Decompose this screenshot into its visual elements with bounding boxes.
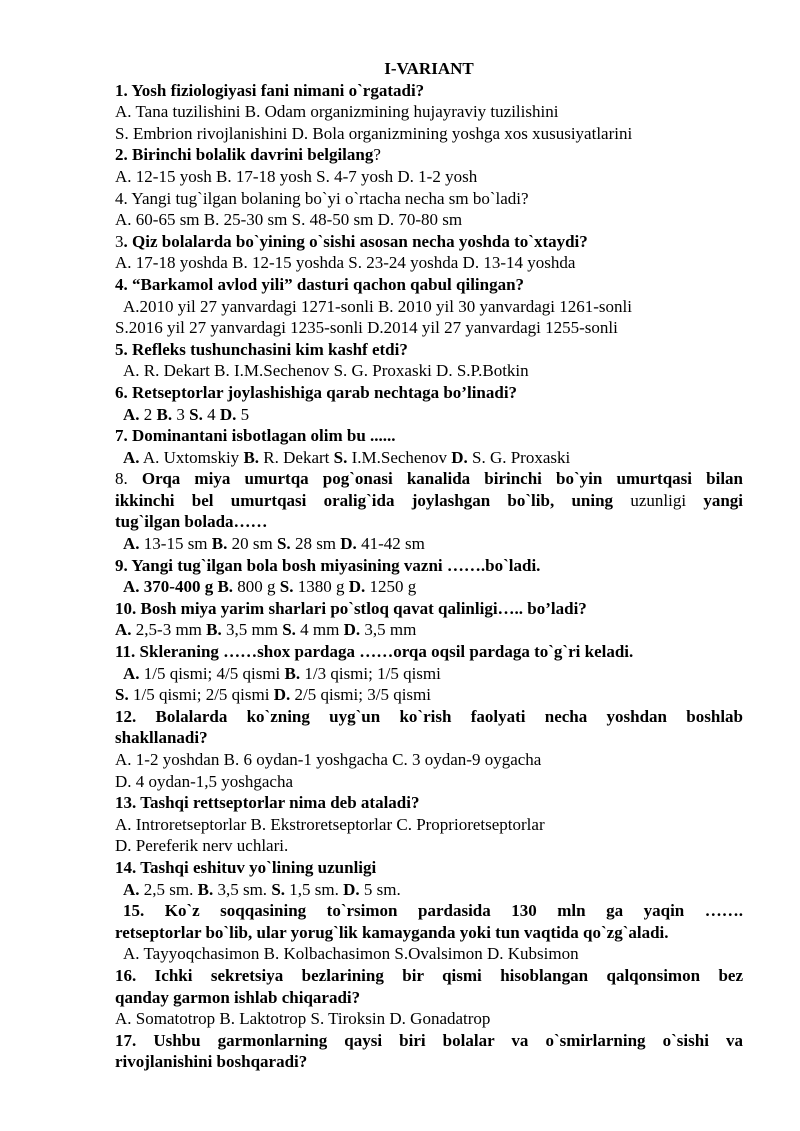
question-15-line-2: [115, 922, 743, 944]
answer-text: A. R. Dekart B. I.M.Sechenov S. G. Proxaski D. S.P.Botkin: [123, 361, 529, 381]
question-5: [115, 339, 743, 361]
answer-line: [115, 879, 743, 901]
option-text: 2,5-3 mm: [131, 620, 207, 640]
answer-line: [115, 684, 743, 706]
answer-line: [115, 101, 743, 123]
option-letter: A.: [123, 663, 140, 683]
option-text: 5: [236, 404, 250, 424]
answer-line: [115, 317, 743, 339]
option-text: 4: [202, 404, 220, 424]
question-text: yangi: [686, 490, 743, 510]
option-letter: D.: [273, 685, 291, 705]
question-text: . Qiz bolalarda bo`yining o`sishi asosan necha yoshda to`xtaydi?: [123, 231, 588, 251]
question-8: [115, 468, 743, 490]
question-8-line-3: [115, 511, 743, 533]
option-letter: D.: [343, 879, 360, 899]
question-text: 12. Bolalarda ko`zning uyg`un ko`rish faolyati necha yoshdan boshlab: [115, 706, 743, 726]
answer-text: S.2016 yil 27 yanvardagi 1235-sonli D.2014 yil 27 yanvardagi 1255-sonli: [115, 318, 618, 338]
answer-line: [115, 619, 743, 641]
question-14: [115, 857, 743, 879]
answer-text: A.2010 yil 27 yanvardagi 1271-sonli B. 2010 yil 30 yanvardagi 1261-sonli: [123, 296, 632, 316]
option-letter: A.: [123, 447, 140, 467]
question-10: [115, 598, 743, 620]
question-8-line-2: [115, 490, 743, 512]
option-text: 13-15 sm: [139, 534, 212, 554]
question-text: 2. Birinchi bolalik davrini belgilang: [115, 145, 374, 165]
option-text: 4 mm: [295, 620, 344, 640]
question-text: 1. Yosh fiziologiyasi fani nimani o`rgatadi?: [115, 80, 425, 100]
answer-text: D. 4 oydan-1,5 yoshgacha: [115, 771, 293, 791]
test-page: [115, 58, 743, 1073]
question-text: shakllanadi?: [115, 728, 208, 748]
question-text: 6. Retseptorlar joylashishiga qarab nechtaga bo’linadi?: [115, 382, 518, 402]
answer-line: [115, 252, 743, 274]
answer-line: [115, 296, 743, 318]
option-letter: D.: [451, 447, 468, 467]
option-text: 1/5 qismi; 4/5 qismi: [139, 663, 285, 683]
answer-line: [115, 663, 743, 685]
question-number: 8.: [115, 469, 142, 489]
answer-line: [115, 404, 743, 426]
question-4b: [115, 274, 743, 296]
option-letter: D.: [343, 620, 361, 640]
question-text: tug`ilgan bolada……: [115, 512, 268, 532]
answer-text: A. 12-15 yosh B. 17-18 yosh S. 4-7 yosh D. 1-2 yosh: [115, 166, 478, 186]
answer-text: A. Tana tuzilishini B. Odam organizmining hujayraviy tuzilishini: [115, 102, 559, 122]
question-text: 17. Ushbu garmonlarning qaysi biri bolalar va o`smirlarning o`sishi va: [115, 1030, 743, 1050]
answer-text: A. Tayyoqchasimon B. Kolbachasimon S.Ovalsimon D. Kubsimon: [123, 944, 579, 964]
question-4: [115, 188, 743, 210]
answer-line: [115, 771, 743, 793]
option-letter: A.: [123, 534, 140, 554]
answer-text: A. 1-2 yoshdan B. 6 oydan-1 yoshgacha C. 3 oydan-9 oygacha: [115, 750, 542, 769]
option-text: 41-42 sm: [356, 534, 425, 554]
question-text: rivojlanishini boshqaradi?: [115, 1052, 308, 1072]
question-2: [115, 144, 743, 166]
answer-text: D. Pereferik nerv uchlari.: [115, 836, 289, 856]
option-letter: A.: [123, 879, 140, 899]
answer-text: A. 60-65 sm B. 25-30 sm S. 48-50 sm D. 70-80 sm: [115, 210, 463, 230]
answer-text: A. Introretseptorlar B. Ekstroretseptorlar C. Proprioretseptorlar: [115, 814, 545, 834]
option-letter: S.: [271, 879, 286, 899]
option-letter: S.: [279, 577, 294, 597]
option-text: 1,5 sm.: [285, 879, 344, 899]
question-1: [115, 80, 743, 102]
answer-line: [115, 835, 743, 857]
answer-line: [115, 209, 743, 231]
answer-line: [115, 447, 743, 469]
option-letter: A.: [115, 620, 132, 640]
option-text: 3,5 mm: [360, 620, 417, 640]
option-letter: B.: [206, 620, 222, 640]
option-text: 1380 g: [293, 577, 349, 597]
question-text: 16. Ichki sekretsiya bezlarining bir qismi hisoblangan qalqonsimon bez: [115, 965, 743, 985]
question-text: 15. Ko`z soqqasining to`rsimon pardasida 130 mln ga yaqin …….: [123, 901, 743, 921]
question-16: [115, 965, 743, 987]
option-text: 28 sm: [290, 534, 341, 554]
option-letter: D.: [219, 404, 237, 424]
question-text: 9. Yangi tug`ilgan bola bosh miyasining vazni …….bo`ladi.: [115, 555, 541, 575]
question-17: [115, 1030, 743, 1052]
question-text: Orqa miya umurtqa pog`onasi kanalida birinchi bo`yin umurtqasi bilan: [141, 469, 743, 489]
answer-line: [115, 360, 743, 382]
question-6: [115, 382, 743, 404]
option-text: 3: [172, 404, 190, 424]
option-letter: D.: [340, 534, 357, 554]
option-letter: B.: [217, 577, 234, 597]
option-text: 2,5 sm.: [139, 879, 198, 899]
question-15: [115, 900, 743, 922]
question-7: [115, 425, 743, 447]
option-text: A. Uxtomskiy: [139, 447, 244, 467]
question-text: 4. Yangi tug`ilgan bolaning bo`yi o`rtacha necha sm bo`ladi?: [115, 188, 529, 208]
option-letter: S.: [276, 534, 291, 554]
question-text-normal: uzunligi: [630, 490, 687, 510]
question-text: 11. Skleraning ……shox pardaga ……orqa oqsil pardaga to`g`ri keladi.: [115, 642, 634, 662]
variant-title: I-VARIANT: [384, 59, 474, 78]
question-text: 5. Refleks tushunchasini kim kashf etdi?: [115, 339, 408, 359]
option-letter: B.: [197, 879, 214, 899]
question-text: ikkinchi bel umurtqasi oralig`ida joylashgan bo`lib, uning: [115, 490, 631, 510]
question-text: 4. “Barkamol avlod yili” dasturi qachon qabul qilingan?: [115, 274, 525, 294]
question-text: 14. Tashqi eshituv yo`lining uzunligi: [115, 857, 377, 877]
option-text: R. Dekart: [259, 447, 334, 467]
question-number: 3: [115, 231, 124, 251]
answer-line: [115, 943, 743, 965]
question-text: 10. Bosh miya yarim sharlari po`stloq qavat qalinligi….. bo’ladi?: [115, 598, 587, 618]
question-text: 13. Tashqi rettseptorlar nima deb ataladi?: [115, 793, 420, 813]
option-text: 1/5 qismi; 2/5 qismi: [128, 685, 274, 705]
question-12: [115, 706, 743, 728]
answer-line: [115, 749, 743, 771]
option-text: 3,5 sm.: [213, 879, 272, 899]
question-3: [115, 231, 743, 253]
answer-text: S. Embrion rivojlanishini D. Bola organizmining yoshga xos xususiyatlarini: [115, 123, 633, 143]
option-text: 1/3 qismi; 1/5 qismi: [300, 663, 441, 683]
option-letter: D.: [348, 577, 366, 597]
question-text: qanday garmon ishlab chiqaradi?: [115, 987, 361, 1007]
question-11: [115, 641, 743, 663]
answer-line: [115, 1008, 743, 1030]
question-9: [115, 555, 743, 577]
answer-line: [115, 576, 743, 598]
option-letter: B.: [284, 663, 301, 683]
option-text: 2/5 qismi; 3/5 qismi: [290, 685, 431, 705]
question-text: retseptorlar bo`lib, ular yorug`lik kamayganda yoki tun vaqtida qo`zg`aladi.: [115, 922, 669, 942]
option-letter: B.: [243, 447, 260, 467]
option-text: 20 sm: [227, 534, 277, 554]
option-text: 800 g: [233, 577, 280, 597]
option-letter: S.: [115, 685, 129, 705]
answer-line: [115, 123, 743, 145]
question-17-line-2: [115, 1051, 743, 1073]
option-text: 3,5 mm: [221, 620, 283, 640]
question-12-line-2: [115, 727, 743, 749]
option-text: 5 sm.: [359, 879, 401, 899]
option-text: 1250 g: [365, 577, 417, 597]
option-text: I.M.Sechenov: [347, 447, 452, 467]
option-letter: B.: [211, 534, 228, 554]
option-letter: B.: [156, 404, 173, 424]
option-text: S. G. Proxaski: [467, 447, 571, 467]
answer-line: [115, 166, 743, 188]
answer-line: [115, 533, 743, 555]
option-text: 2: [139, 404, 157, 424]
answer-line: [115, 814, 743, 836]
answer-text: A. 17-18 yoshda B. 12-15 yoshda S. 23-24 yoshda D. 13-14 yoshda: [115, 253, 576, 273]
option-text: A. 370-400 g: [123, 577, 218, 597]
option-letter: A.: [123, 404, 140, 424]
option-letter: S.: [333, 447, 348, 467]
answer-text: A. Somatotrop B. Laktotrop S. Tiroksin D. Gonadatrop: [115, 1009, 491, 1029]
question-text: 7. Dominantani isbotlagan olim bu ......: [115, 426, 396, 446]
option-letter: S.: [282, 620, 296, 640]
question-16-line-2: [115, 987, 743, 1009]
question-mark: ?: [373, 145, 381, 165]
question-13: [115, 792, 743, 814]
option-letter: S.: [189, 404, 203, 424]
